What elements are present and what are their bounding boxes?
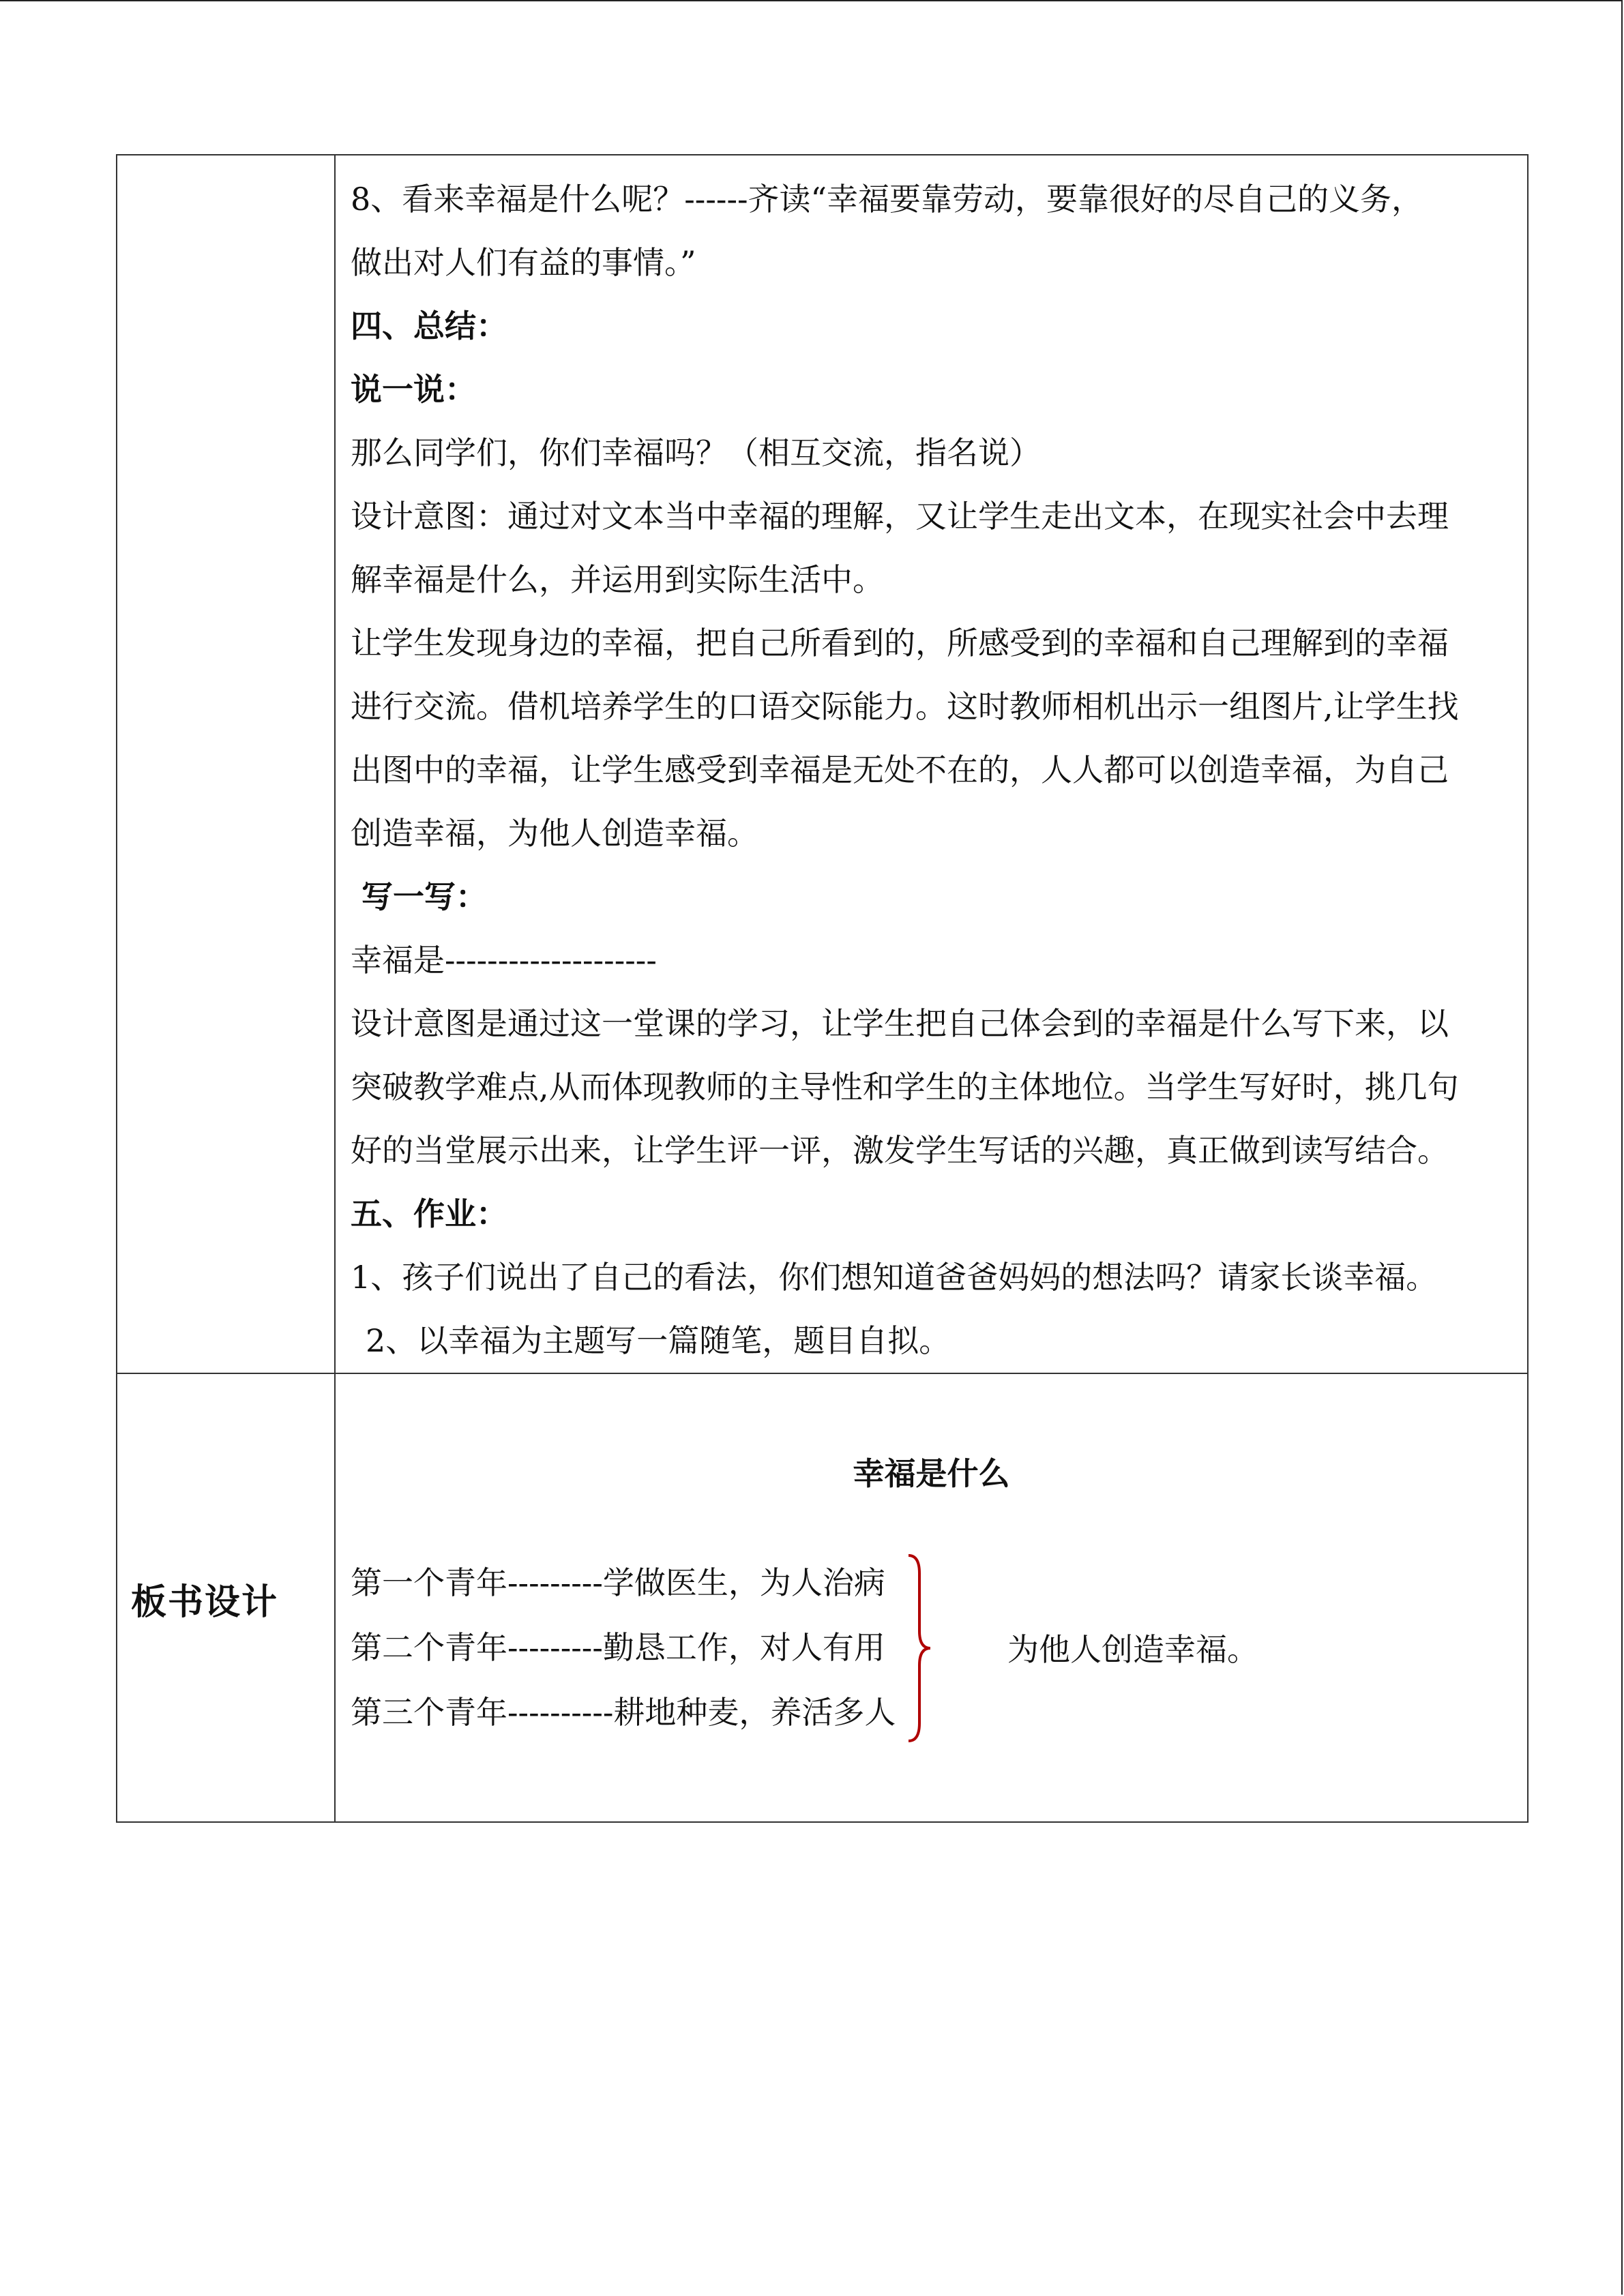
board-row: 第二个青年---------勤恳工作，对人有用 (351, 1629, 885, 1666)
subheading-write: 写一写： (361, 878, 487, 915)
text-line: 幸福是-------------------- (351, 942, 657, 979)
board-design-label: 板书设计 (131, 1582, 279, 1623)
board-row: 第三个青年----------耕地种麦，养活多人 (351, 1694, 896, 1731)
lesson-plan-table (116, 154, 1529, 1823)
right-brace-icon (906, 1553, 933, 1744)
section-heading-homework: 五、作业： (351, 1195, 507, 1232)
section-heading-summary: 四、总结： (351, 308, 507, 344)
board-design-cell (335, 1373, 1528, 1822)
text-line: 让学生发现身边的幸福，把自己所看到的，所感受到的幸福和自己理解到的幸福 (351, 625, 1449, 661)
text-line: 做出对人们有益的事情。” (351, 244, 696, 281)
text-line: 创造幸福，为他人创造幸福。 (351, 815, 758, 852)
text-line: 进行交流。借机培养学生的口语交际能力。这时教师相机出示一组图片,让学生找 (351, 688, 1459, 725)
text-line: 突破教学难点,从而体现教师的主导性和学生的主体地位。当学生写好时，挑几句 (351, 1069, 1459, 1105)
board-design-row (117, 1373, 1528, 1822)
board-title: 幸福是什么 (853, 1455, 1010, 1492)
board-label-cell (117, 1373, 335, 1822)
board-row: 第一个青年---------学做医生，为人治病 (351, 1564, 885, 1601)
text-line: 解幸福是什么，并运用到实际生活中。 (351, 561, 884, 598)
left-empty-cell (117, 155, 335, 1373)
content-row (117, 155, 1528, 1373)
text-line: 设计意图：通过对文本当中幸福的理解，又让学生走出文本，在现实社会中去理 (351, 498, 1449, 535)
text-line: 好的当堂展示出来，让学生评一评，激发学生写话的兴趣，真正做到读写结合。 (351, 1132, 1449, 1169)
text-line: 那么同学们，你们幸福吗？（相互交流，指名说） (351, 434, 1041, 471)
board-summary: 为他人创造幸福。 (1007, 1631, 1258, 1668)
content-cell (335, 155, 1528, 1373)
text-line: 设计意图是通过这一堂课的学习，让学生把自己体会到的幸福是什么写下来，以 (351, 1005, 1449, 1042)
text-line: 出图中的幸福，让学生感受到幸福是无处不在的，人人都可以创造幸福，为自己 (351, 751, 1449, 788)
homework-item: 1、孩子们说出了自己的看法，你们想知道爸爸妈妈的想法吗？请家长谈幸福。 (351, 1259, 1438, 1296)
subheading-speak: 说一说： (351, 371, 476, 408)
homework-item: 2、以幸福为主题写一篇随笔，题目自拟。 (366, 1322, 951, 1359)
text-line: 8、看来幸福是什么呢？------齐读“幸福要靠劳动，要靠很好的尽自己的义务， (351, 181, 1423, 218)
